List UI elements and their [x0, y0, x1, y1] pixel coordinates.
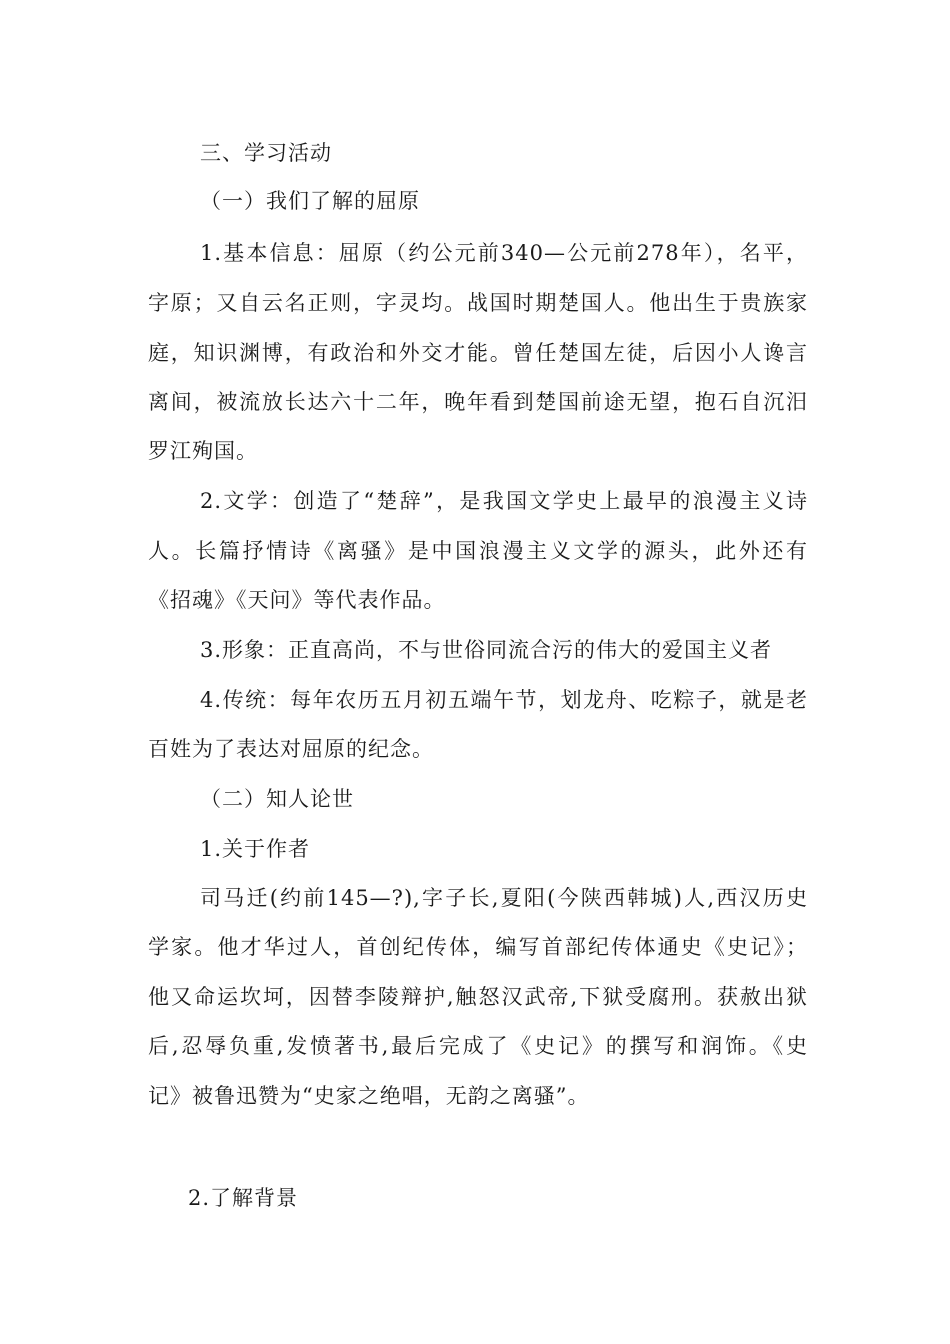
- author-heading: 1.关于作者: [200, 837, 311, 861]
- author-line-3: 他又命运坎坷，因替李陵辩护,触怒汉武帝,下狱受腐刑。获赦出狱: [148, 985, 808, 1009]
- background-heading: 2.了解背景: [188, 1186, 299, 1210]
- item3-line: 3.形象：正直高尚，不与世俗同流合污的伟大的爱国主义者: [200, 638, 773, 662]
- section-title: 三、学习活动: [200, 141, 332, 165]
- author-line-4: 后,忍辱负重,发愤著书,最后完成了《史记》的撰写和润饰。《史: [148, 1034, 808, 1058]
- item1-line-3: 庭，知识渊博，有政治和外交才能。曾任楚国左徒，后因小人谗言: [148, 341, 808, 365]
- item1-line-1: 1.基本信息：屈原（约公元前340—公元前278年），名平，: [200, 241, 808, 265]
- item1-line-4: 离间，被流放长达六十二年，晚年看到楚国前途无望，抱石自沉汨: [148, 390, 808, 414]
- item4-line-2: 百姓为了表达对屈原的纪念。: [148, 737, 434, 761]
- item1-line-2: 字原；又自云名正则，字灵均。战国时期楚国人。他出生于贵族家: [148, 291, 808, 315]
- subsection-title-1: （一）我们了解的屈原: [200, 189, 420, 213]
- item1-line-5: 罗江殉国。: [148, 439, 258, 463]
- item4-line-1: 4.传统：每年农历五月初五端午节，划龙舟、吃粽子，就是老: [200, 688, 808, 712]
- author-line-2: 学家。他才华过人，首创纪传体，编写首部纪传体通史《史记》；: [148, 935, 808, 959]
- item2-line-3: 《招魂》《天问》等代表作品。: [148, 588, 446, 612]
- subsection-title-2: （二）知人论世: [200, 787, 354, 811]
- item2-line-2: 人。长篇抒情诗《离骚》是中国浪漫主义文学的源头，此外还有: [148, 539, 808, 563]
- item2-line-1: 2.文学：创造了“楚辞”，是我国文学史上最早的浪漫主义诗: [200, 489, 808, 513]
- author-line-5: 记》被鲁迅赞为“史家之绝唱，无韵之离骚”。: [148, 1084, 590, 1108]
- author-line-1: 司马迁(约前145—?),字子长,夏阳(今陕西韩城)人,西汉历史: [200, 886, 808, 910]
